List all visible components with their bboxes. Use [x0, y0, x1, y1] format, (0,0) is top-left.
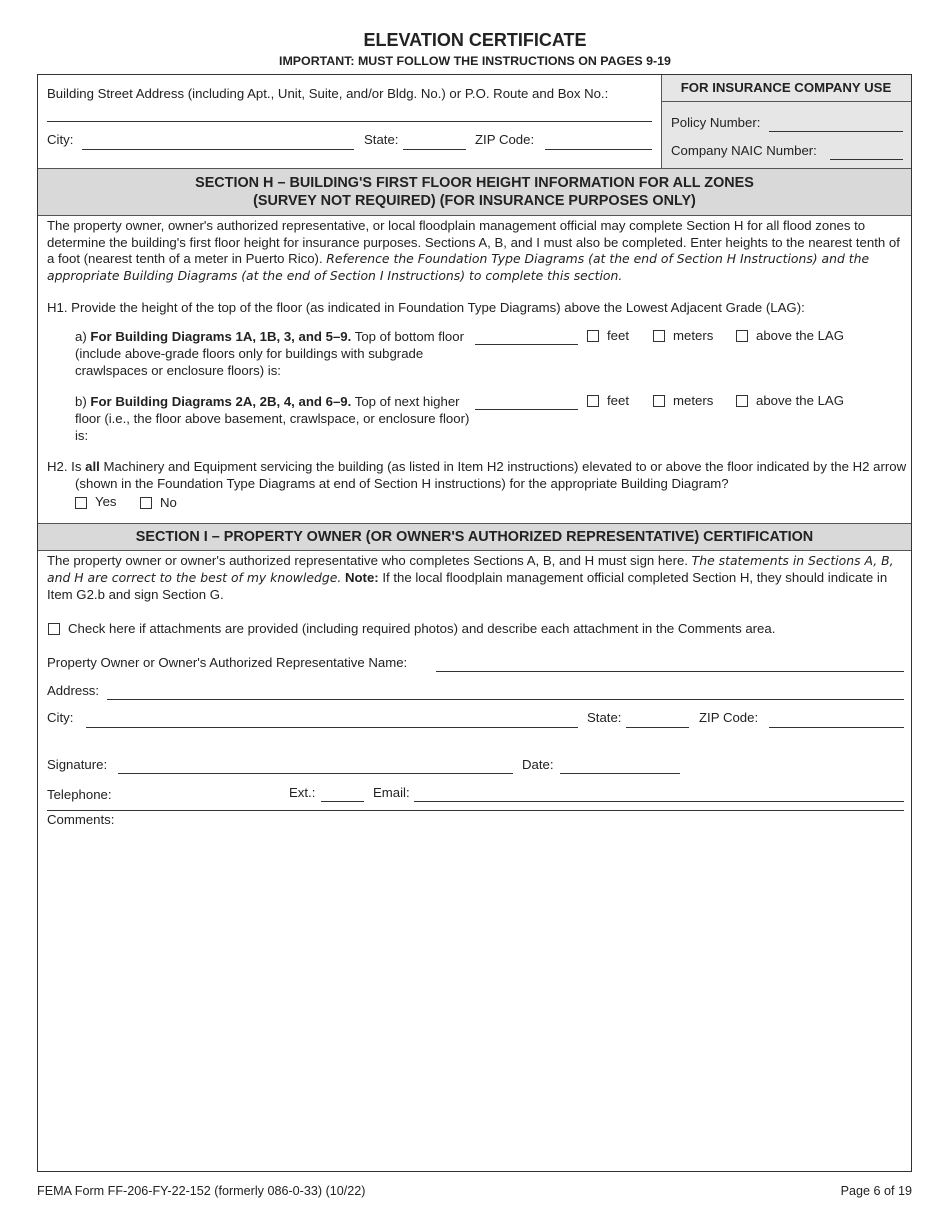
h1b-prefix: b)	[75, 394, 87, 409]
date-field[interactable]	[560, 773, 680, 774]
ext-label: Ext.:	[289, 785, 316, 800]
insurance-box-title: FOR INSURANCE COMPANY USE	[680, 80, 892, 95]
h2-prefix: H2. Is	[47, 459, 82, 474]
divider	[662, 101, 911, 102]
zip-label: ZIP Code:	[475, 132, 535, 147]
attachments-label: Check here if attachments are provided (including required photos) and describe each attachment in the Comments area.	[68, 621, 776, 636]
h1a-meters-checkbox[interactable]	[653, 330, 665, 342]
h2-yes-label: Yes	[95, 494, 117, 509]
section-h-intro-reference: Reference the Foundation Type Diagrams (at the end of Section H Instructions) and the appropriate Building Diagrams (at the end of Section I Instructions) to complete this section.	[47, 251, 870, 283]
owner-state-label: State:	[587, 710, 622, 725]
h1a-height-field[interactable]	[475, 344, 578, 345]
section-i-header	[38, 523, 911, 551]
date-label: Date:	[522, 757, 554, 772]
section-h-header	[38, 168, 911, 216]
form-number: FEMA Form FF-206-FY-22-152 (formerly 086-0-33) (10/22)	[37, 1184, 366, 1198]
policy-number-field[interactable]	[769, 131, 903, 132]
building-address-field[interactable]	[47, 121, 652, 122]
owner-name-label: Property Owner or Owner's Authorized Representative Name:	[47, 655, 408, 670]
naic-number-label: Company NAIC Number:	[671, 143, 817, 158]
section-i-intro-text: The property owner or owner's authorized representative who completes Sections A, B, and H must sign here.	[47, 553, 688, 568]
naic-number-field[interactable]	[830, 159, 903, 160]
h1b-feet-label: feet	[607, 393, 629, 408]
h1a-text	[75, 328, 475, 379]
h2-yes-checkbox[interactable]	[75, 497, 87, 509]
comments-label: Comments:	[47, 812, 115, 827]
page-number: Page 6 of 19	[840, 1184, 912, 1198]
owner-address-field[interactable]	[107, 699, 904, 700]
building-address-label: Building Street Address (including Apt., Unit, Suite, and/or Bldg. No.) or P.O. Route and Box No.:	[47, 86, 609, 101]
section-i-note-label: Note:	[344, 570, 379, 585]
h1a-feet-checkbox[interactable]	[587, 330, 599, 342]
owner-address-label: Address:	[47, 683, 100, 698]
h1b-meters-label: meters	[673, 393, 714, 408]
h1b-description: Top of next higher floor (i.e., the floor above basement, crawlspace, or enclosure floor) is:	[75, 394, 470, 443]
section-i-statement: The statements in Sections A, B, and H are correct to the best of my knowledge.	[47, 553, 894, 585]
state-label: State:	[364, 132, 399, 147]
section-h-intro	[47, 218, 904, 284]
section-i-note-text: If the local floodplain management official completed Section H, they should indicate in Item G2.b and sign Section G.	[47, 570, 888, 602]
h2-no-checkbox[interactable]	[140, 497, 152, 509]
state-field[interactable]	[403, 149, 466, 150]
h1a-lag-checkbox[interactable]	[736, 330, 748, 342]
section-h-title: SECTION H – BUILDING'S FIRST FLOOR HEIGHT INFORMATION FOR ALL ZONES	[195, 175, 754, 191]
attachments-checkbox[interactable]	[48, 623, 60, 635]
h1b-lag-checkbox[interactable]	[736, 395, 748, 407]
section-h-subtitle: (SURVEY NOT REQUIRED) (FOR INSURANCE PURPOSES ONLY)	[253, 193, 696, 209]
h1a-prefix: a)	[75, 329, 87, 344]
zip-field[interactable]	[545, 149, 652, 150]
h2-question	[47, 458, 907, 492]
insurance-company-box	[661, 75, 911, 168]
h1a-meters-label: meters	[673, 328, 714, 343]
h1b-meters-checkbox[interactable]	[653, 395, 665, 407]
telephone-label: Telephone:	[47, 787, 112, 802]
h1b-height-field[interactable]	[475, 409, 578, 410]
signature-label: Signature:	[47, 757, 108, 772]
h2-description: Machinery and Equipment servicing the building (as listed in Item H2 instructions) elevated to or above the floor indicated by the H2 arrow (shown in the Foundation Type Diagrams at end of Section H instructions) for the appropriate Building Diagram?	[75, 459, 907, 491]
h1b-text	[75, 393, 475, 444]
h1a-feet-label: feet	[607, 328, 629, 343]
section-h-intro-text: The property owner, owner's authorized representative, or local floodplain management official may complete Section H for all flood zones to determine the building's first floor height for insurance purposes. Sections A, B, and I must also be completed. Enter heights to the nearest tenth of a foot (nearest tenth of a meter in Puerto Rico).	[47, 218, 900, 266]
h1b-diagrams: For Building Diagrams 2A, 2B, 4, and 6–9.	[90, 394, 352, 409]
h1a-description: Top of bottom floor (include above-grade floors only for buildings with subgrade crawlspaces or enclosure floors) is:	[75, 329, 464, 378]
page-subtitle: IMPORTANT: MUST FOLLOW THE INSTRUCTIONS ON PAGES 9-19	[279, 54, 671, 68]
h1b-lag-label: above the LAG	[756, 393, 844, 408]
owner-zip-label: ZIP Code:	[699, 710, 759, 725]
certificate-form	[37, 74, 912, 1172]
policy-number-label: Policy Number:	[671, 115, 761, 130]
email-label: Email:	[373, 785, 410, 800]
section-i-title: SECTION I – PROPERTY OWNER (OR OWNER'S AUTHORIZED REPRESENTATIVE) CERTIFICATION	[135, 529, 814, 545]
h1a-diagrams: For Building Diagrams 1A, 1B, 3, and 5–9.	[90, 329, 352, 344]
h2-no-label: No	[160, 495, 177, 510]
h2-emphasis: all	[85, 459, 100, 474]
owner-city-field[interactable]	[86, 727, 578, 728]
h1b-feet-checkbox[interactable]	[587, 395, 599, 407]
section-i-intro	[47, 552, 907, 603]
owner-zip-field[interactable]	[769, 727, 904, 728]
comments-divider	[47, 810, 904, 811]
city-label: City:	[47, 132, 74, 147]
owner-name-field[interactable]	[436, 671, 904, 672]
email-field[interactable]	[414, 801, 904, 802]
h1a-lag-label: above the LAG	[756, 328, 844, 343]
comments-area[interactable]	[47, 830, 904, 1165]
owner-city-label: City:	[47, 710, 74, 725]
h1-question: H1. Provide the height of the top of the floor (as indicated in Foundation Type Diagrams) above the Lowest Adjacent Grade (LAG):	[47, 300, 805, 315]
page-title: ELEVATION CERTIFICATE	[363, 30, 587, 50]
ext-field[interactable]	[321, 801, 364, 802]
owner-state-field[interactable]	[626, 727, 689, 728]
city-field[interactable]	[82, 149, 354, 150]
signature-field[interactable]	[118, 773, 513, 774]
